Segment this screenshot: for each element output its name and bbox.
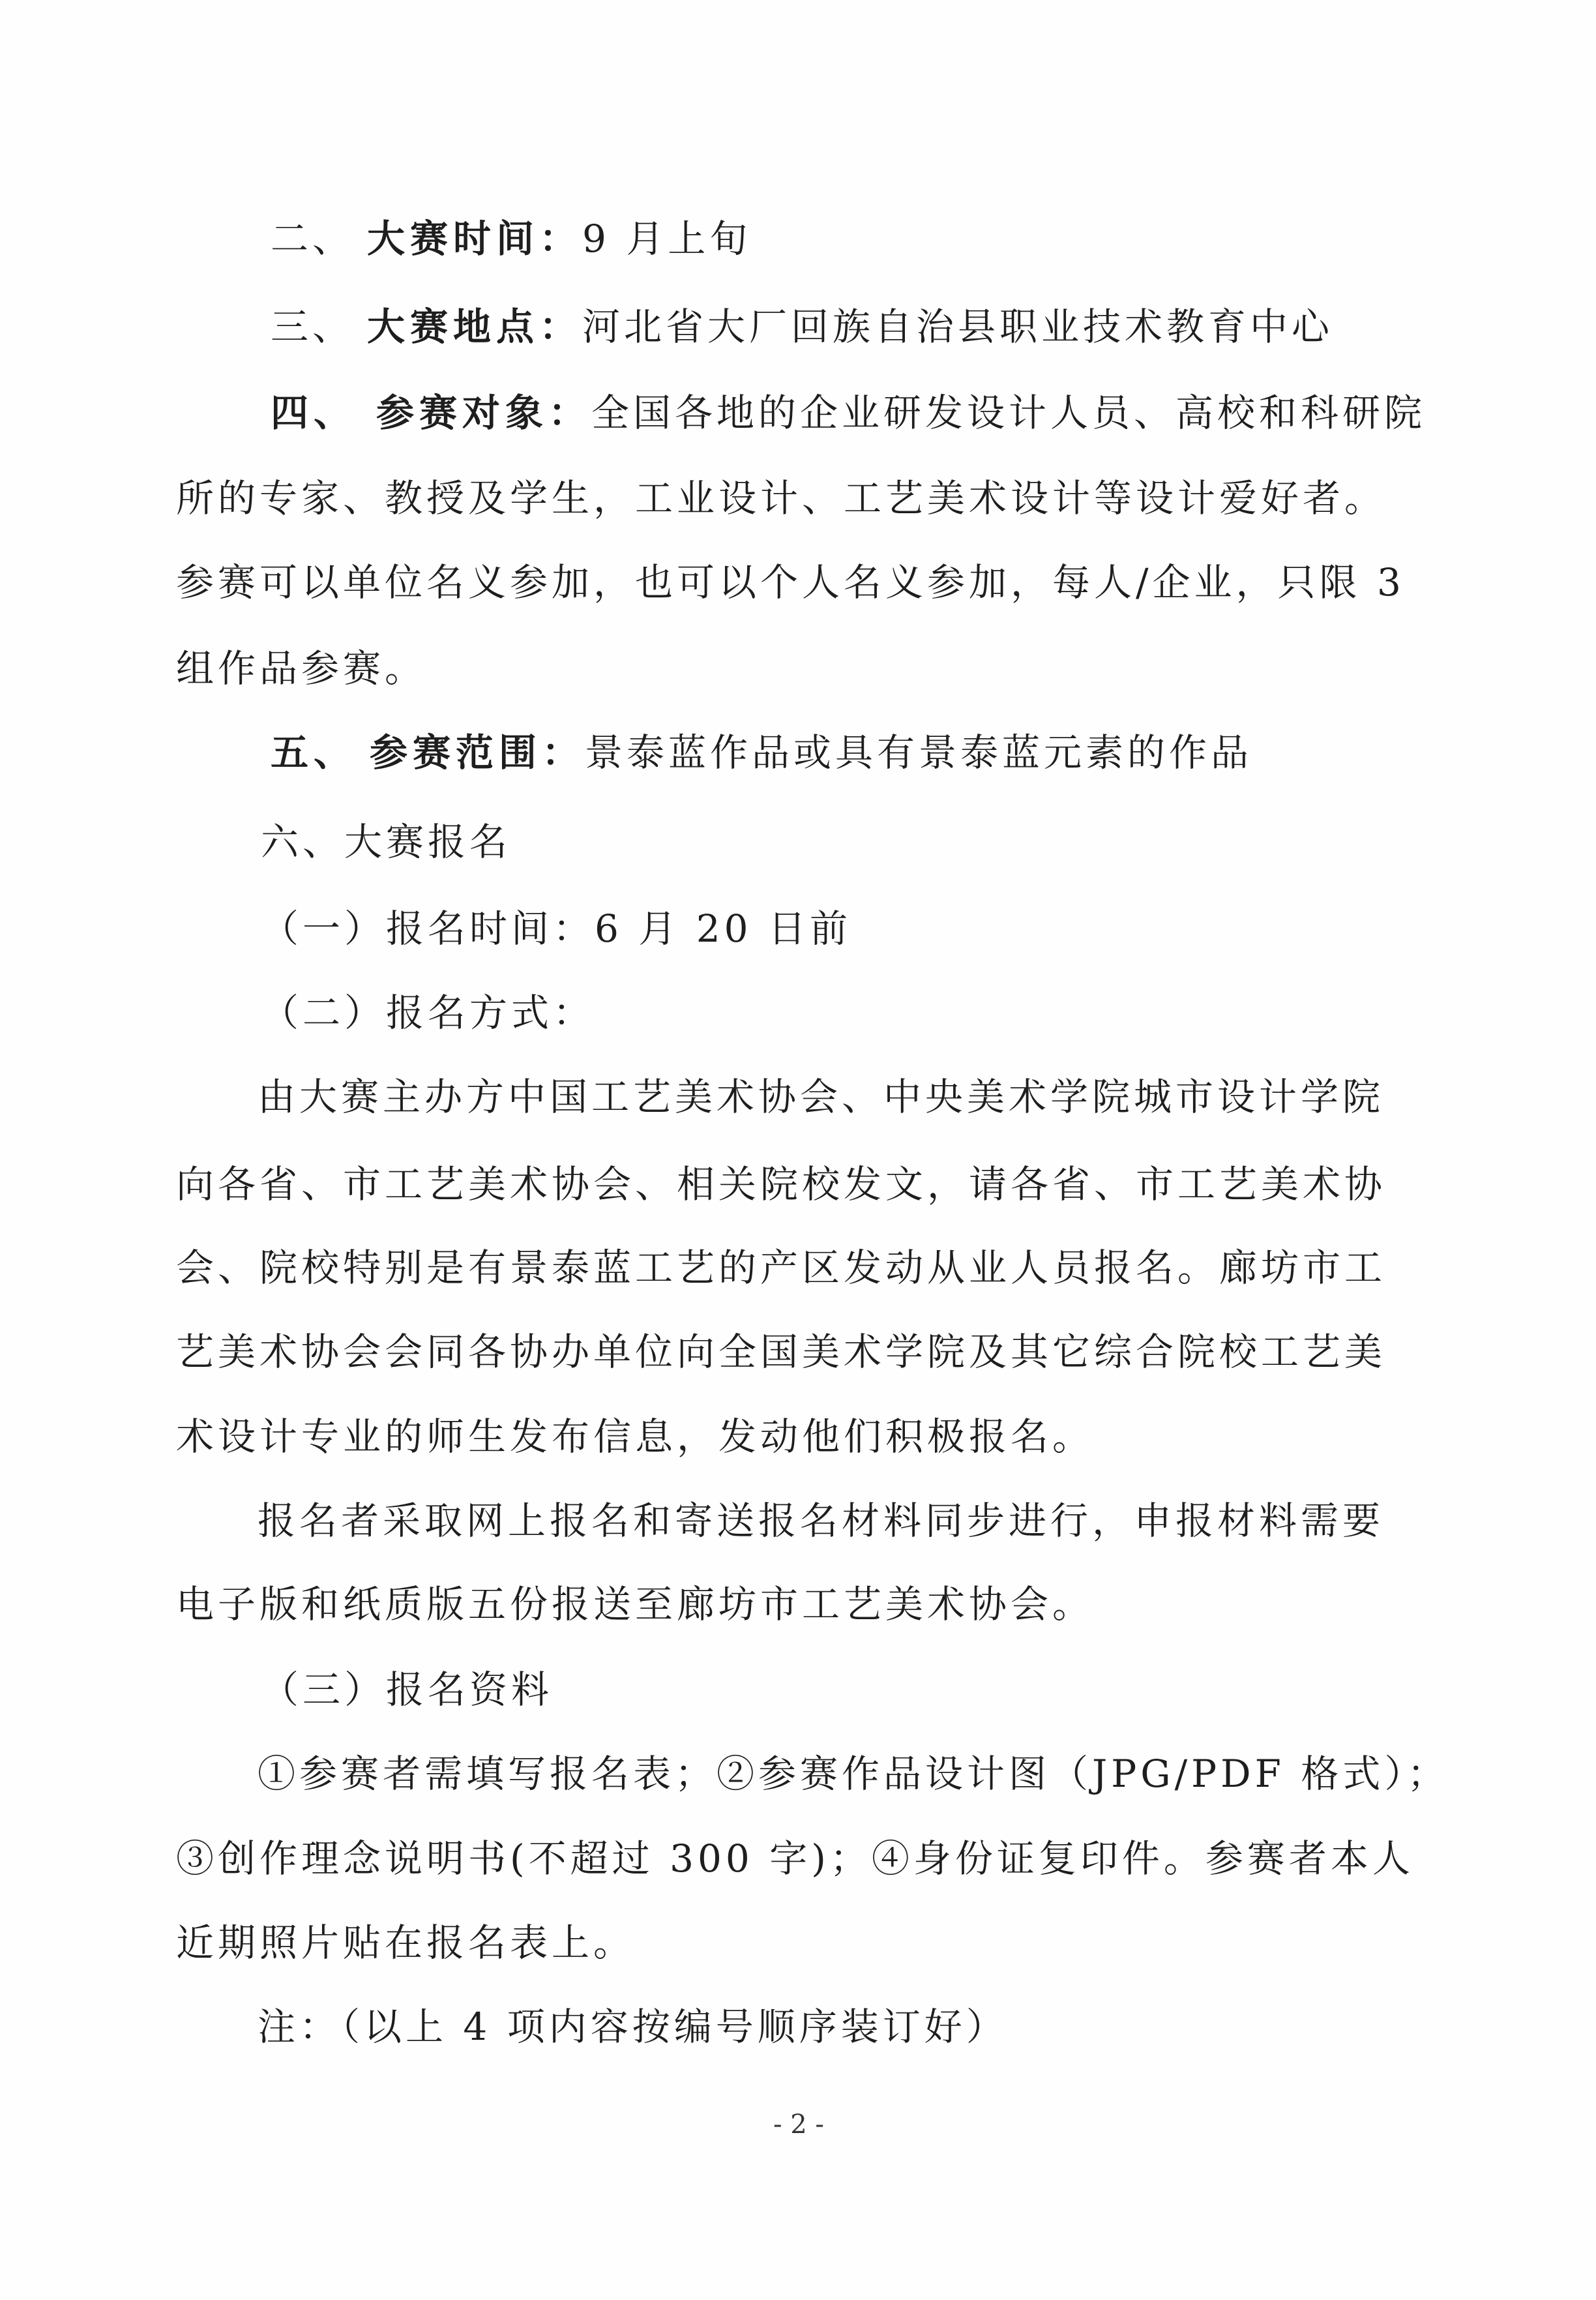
section-2-title: 大赛时间： bbox=[367, 217, 583, 261]
section-3-line bbox=[271, 301, 1333, 353]
section-4-line bbox=[271, 387, 1426, 439]
paragraph-2-line-2: 电子版和纸质版五份报送至廊坊市工艺美术协会。 bbox=[176, 1582, 1095, 1626]
paragraph-2-line-1: 报名者采取网上报名和寄送报名材料同步进行，申报材料需要 bbox=[258, 1499, 1385, 1543]
section-4-continuation-3: 组作品参赛。 bbox=[176, 646, 427, 691]
section-5-title: 参赛范围： bbox=[370, 730, 585, 775]
section-2-label: 二、 bbox=[271, 217, 355, 261]
paragraph-3-line-1: ①参赛者需填写报名表；②参赛作品设计图（JPG/PDF 格式）； bbox=[258, 1752, 1449, 1796]
paragraph-3-line-2: ③创作理念说明书(不超过 300 字)；④身份证复印件。参赛者本人 bbox=[176, 1836, 1414, 1881]
section-4-continuation-2: 参赛可以单位名义参加，也可以个人名义参加，每人/企业，只限 3 bbox=[176, 560, 1405, 605]
note-line: 注：（以上 4 项内容按编号顺序装订好） bbox=[258, 2005, 1008, 2049]
section-5-line bbox=[271, 726, 1252, 779]
section-6-sub3: （三）报名资料 bbox=[261, 1667, 554, 1712]
page-number: - 2 - bbox=[773, 2110, 824, 2140]
section-2-line bbox=[271, 213, 751, 265]
paragraph-1-line-4: 艺美术协会会同各协办单位向全国美术学院及其它综合院校工艺美 bbox=[176, 1330, 1387, 1374]
section-5-content: 景泰蓝作品或具有景泰蓝元素的作品 bbox=[585, 730, 1253, 775]
paragraph-1-line-5: 术设计专业的师生发布信息，发动他们积极报名。 bbox=[176, 1414, 1095, 1459]
paragraph-1-line-2: 向各省、市工艺美术协会、相关院校发文，请各省、市工艺美术协 bbox=[176, 1162, 1387, 1206]
section-4-continuation-1: 所的专家、教授及学生，工业设计、工艺美术设计等设计爱好者。 bbox=[176, 476, 1387, 520]
paragraph-1-line-3: 会、院校特别是有景泰蓝工艺的产区发动从业人员报名。廊坊市工 bbox=[176, 1246, 1387, 1290]
section-5-label: 五、 bbox=[271, 730, 357, 775]
section-6-sub2: （二）报名方式： bbox=[261, 991, 595, 1035]
section-3-content: 河北省大厂回族自治县职业技术教育中心 bbox=[582, 305, 1334, 349]
paragraph-1-line-1: 由大赛主办方中国工艺美术协会、中央美术学院城市设计学院 bbox=[258, 1075, 1385, 1119]
section-3-label: 三、 bbox=[271, 305, 355, 349]
section-3-title: 大赛地点： bbox=[367, 305, 583, 349]
section-6-sub1: （一）报名时间：6 月 20 日前 bbox=[261, 906, 852, 951]
section-6-title: 六、大赛报名 bbox=[261, 820, 512, 864]
section-4-label: 四、 bbox=[271, 391, 357, 435]
paragraph-3-line-3: 近期照片贴在报名表上。 bbox=[176, 1920, 636, 1965]
section-4-title: 参赛对象： bbox=[376, 391, 592, 435]
section-4-content: 全国各地的企业研发设计人员、高校和科研院 bbox=[591, 391, 1426, 435]
section-2-content: 9 月上旬 bbox=[582, 217, 752, 261]
